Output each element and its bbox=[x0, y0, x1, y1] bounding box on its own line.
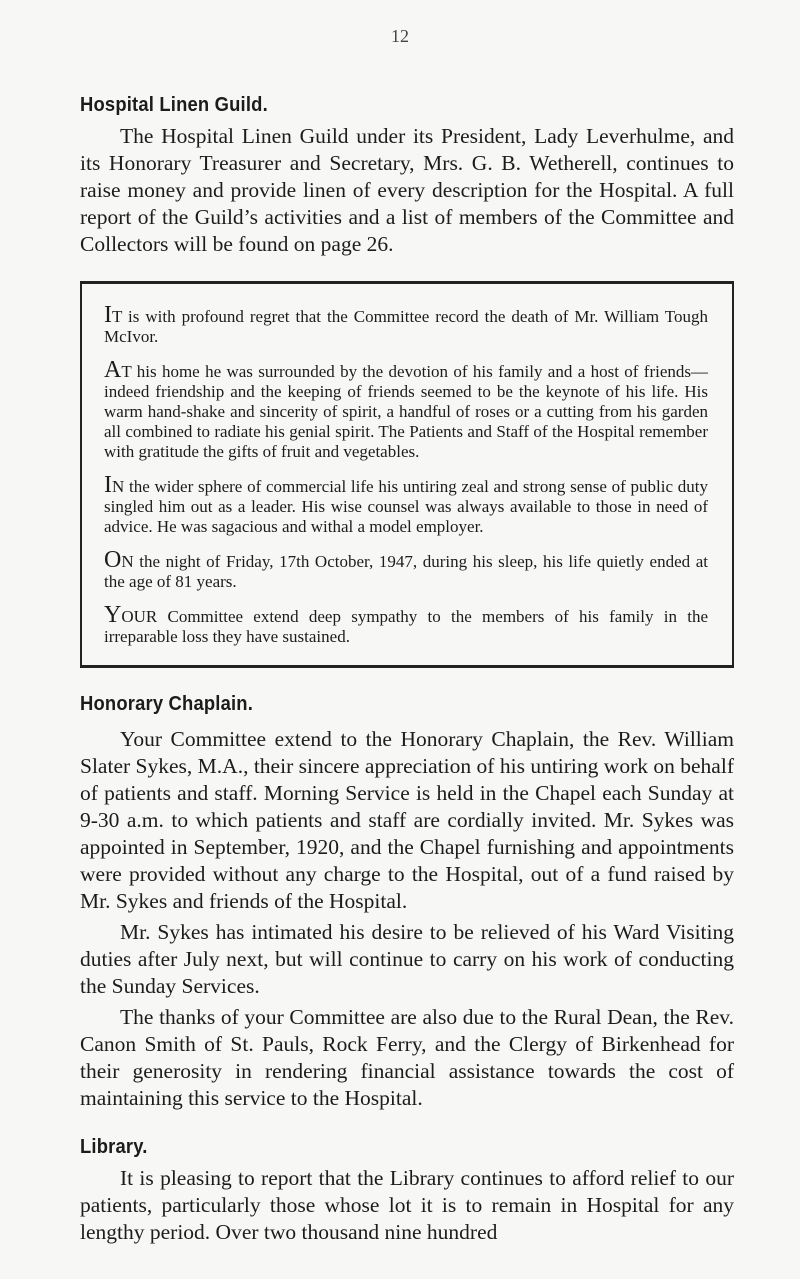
chaplain-paragraph: The thanks of your Committee are also due to the Rural Dean, the Rev. Canon Smith of St. Pauls, Rock Ferry, and the Clergy of Birkenhead for their generosity in rendering financial assistance towards the cost of maintaining this service to the Hospital. bbox=[80, 1005, 734, 1110]
chaplain-paragraph: Your Committee extend to the Honorary Chaplain, the Rev. William Slater Sykes, M.A., their sincere appreciation of his untiring work on behalf of patients and staff. Morning Service is held in the Chapel each Sunday at 9-30 a.m. to which patients and staff are cordially invited. Mr. Sykes was appointed in September, 1920, and the Chapel furnishing and appointments were provided without any charge to the Hospital, out of a fund raised by Mr. Sykes and friends of the Hospital. bbox=[80, 727, 734, 913]
memorial-paragraph bbox=[104, 602, 708, 647]
memorial-paragraph bbox=[104, 357, 708, 462]
linen-guild-paragraph: The Hospital Linen Guild under its President, Lady Leverhulme, and its Honorary Treasurer and Secretary, Mrs. G. B. Wetherell, continues to raise money and provide linen of every description for the Hospital. A full report of the Guild’s activities and a list of members of the Committee and Collectors will be found on page 26. bbox=[80, 124, 734, 256]
page-content bbox=[80, 94, 734, 1246]
linen-guild-heading: Hospital Linen Guild. bbox=[80, 94, 268, 116]
page-number: 12 bbox=[391, 26, 409, 46]
library-heading: Library. bbox=[80, 1136, 148, 1158]
drop-initial: A bbox=[104, 357, 122, 383]
memorial-text: N the wider sphere of commercial life his untiring zeal and strong sense of public duty singled him out as a leader. His wise counsel was always available to those in need of advice. He was sagacious and withal a model employer. bbox=[104, 477, 708, 536]
library-paragraph: It is pleasing to report that the Library continues to afford relief to our patients, particularly those whose lot it is to remain in Hospital for any lengthy period. Over two thousand nine hundred bbox=[80, 1166, 734, 1244]
memorial-text: T is with profound regret that the Committee record the death of Mr. William Tough McIvor. bbox=[104, 307, 708, 346]
memorial-text: T his home he was surrounded by the devotion of his family and a host of friends—indeed friendship and the keeping of friends seemed to be the keynote of his life. His warm hand-shake and sincerity of spirit, a handful of roses or a cutting from his garden all combined to radiate his genial spirit. The Patients and Staff of the Hospital remember with gratitude the gifts of fruit and vegetables. bbox=[104, 362, 708, 461]
memorial-paragraph bbox=[104, 547, 708, 592]
drop-initial: I bbox=[104, 302, 112, 328]
chaplain-section bbox=[80, 693, 734, 1112]
memorial-paragraph bbox=[104, 302, 708, 347]
chaplain-heading: Honorary Chaplain. bbox=[80, 693, 254, 715]
chaplain-paragraph: Mr. Sykes has intimated his desire to be relieved of his Ward Visiting duties after July next, but will continue to carry on his work of conducting the Sunday Services. bbox=[80, 920, 734, 998]
memorial-paragraph bbox=[104, 472, 708, 537]
memorial-notice-box bbox=[80, 281, 734, 668]
memorial-text: OUR Committee extend deep sympathy to the members of his family in the irreparable loss they have sustained. bbox=[104, 607, 708, 646]
library-section bbox=[80, 1136, 734, 1246]
drop-initial: I bbox=[104, 472, 112, 498]
drop-initial: Y bbox=[104, 602, 122, 628]
memorial-text: N the night of Friday, 17th October, 1947, during his sleep, his life quietly ended at the age of 81 years. bbox=[104, 552, 708, 591]
drop-initial: O bbox=[104, 547, 122, 573]
linen-guild-section bbox=[80, 94, 734, 258]
